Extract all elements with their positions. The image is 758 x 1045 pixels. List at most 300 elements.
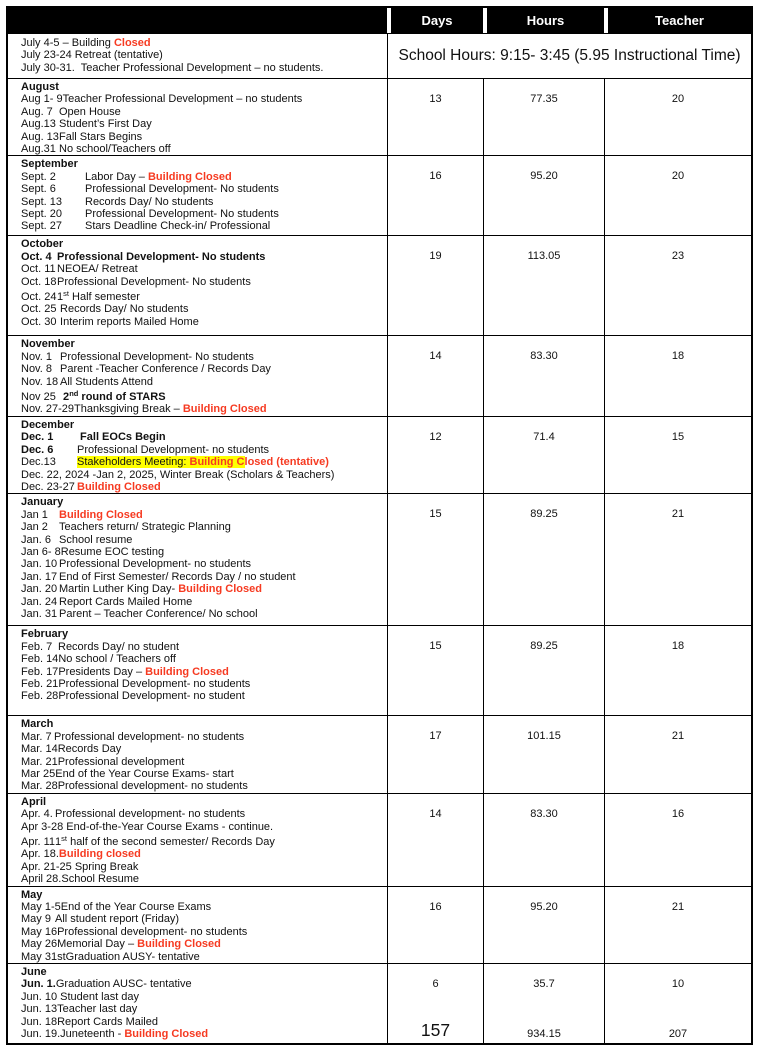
teacher-cell [604, 156, 751, 235]
teacher-value: 18 [671, 640, 685, 653]
date-label: Feb. 28 [21, 690, 59, 703]
calendar-line [21, 571, 385, 583]
days-value: 17 [429, 730, 442, 743]
calendar-line [21, 481, 385, 493]
calendar-line [21, 780, 385, 792]
calendar-line [21, 848, 385, 860]
events-cell [8, 156, 387, 235]
calendar-line [21, 316, 385, 328]
events-cell [8, 716, 387, 792]
events-cell [8, 794, 387, 886]
calendar-line [21, 263, 385, 275]
date-label: Jan. 31 [21, 607, 58, 620]
line-segment: nd [69, 389, 79, 399]
line-segment: Open House [59, 105, 121, 118]
date-label: Sept. 2 [21, 170, 56, 183]
line-segment: Teachers return/ Strategic Planning [59, 521, 231, 534]
calendar-line [21, 743, 385, 755]
calendar-line [21, 833, 385, 848]
date-label: Nov 25 [21, 391, 56, 404]
date-label: Oct. 4 [21, 250, 52, 263]
calendar-line [21, 926, 385, 938]
teacher-cell [604, 236, 751, 335]
calendar-line [21, 118, 385, 130]
events-cell [8, 626, 387, 715]
line-segment: Professional Development- no students [58, 677, 251, 690]
days-value: 14 [429, 350, 442, 363]
line-segment: Parent -Teacher Conference / Records Day [60, 363, 271, 376]
hours-value: 89.25 [530, 508, 558, 521]
month-name: September [21, 158, 78, 171]
date-label: Sept. 20 [21, 208, 62, 221]
date-label: Jan. 24 [21, 595, 58, 608]
month-rows [8, 78, 751, 1043]
calendar-line [21, 690, 385, 702]
date-label: Oct. 25 [21, 303, 57, 316]
date-label: Mar. 14 [21, 743, 58, 756]
days-value: 12 [429, 430, 442, 443]
date-label: Aug. 7 [21, 105, 53, 118]
line-segment: Martin Luther King Day- [59, 583, 179, 596]
date-label: Jan. 17 [21, 570, 58, 583]
calendar-line [21, 276, 385, 288]
calendar-line [21, 106, 385, 118]
closure-text: Building Closed [147, 170, 232, 183]
date-label: Mar 25 [21, 767, 56, 780]
calendar-line [21, 171, 385, 183]
table-header-row [8, 8, 751, 33]
line-segment: Records Day/ No students [57, 303, 189, 316]
calendar-line [21, 808, 385, 820]
date-label: May 1-5 [21, 901, 61, 913]
line-segment: Apr 3-28 End-of-the-Year Course Exams - continue. [21, 820, 274, 833]
month-name: January [21, 496, 64, 509]
hours-value: 83.30 [530, 350, 558, 363]
line-segment: Interim reports Mailed Home [57, 315, 199, 328]
line-segment: Report Cards Mailed Home [59, 595, 193, 608]
line-segment: Professional Development- no student [58, 690, 245, 703]
month-name: February [21, 628, 69, 641]
date-label: Mar. 7 [21, 730, 52, 743]
line-segment: Teacher last day [57, 1003, 138, 1016]
line-segment: 1 [55, 835, 62, 848]
month-name: June [21, 966, 47, 979]
line-segment: Professional Development- No students [57, 275, 251, 288]
date-label: Jan 6- 8 [21, 545, 61, 558]
line-segment: Professional Development- No students [57, 250, 266, 263]
line-segment: Dec. 22, 2024 -Jan 2, 2025, Winter Break (Scholars & Teachers) [21, 468, 335, 481]
calendar-line [21, 143, 385, 155]
teacher-cell [604, 336, 751, 415]
days-value: 13 [429, 93, 442, 105]
calendar-line [21, 901, 385, 913]
calendar-line [21, 546, 385, 558]
calendar-line [21, 1003, 385, 1015]
month-name: April [21, 795, 47, 808]
calendar-line [21, 303, 385, 315]
date-label: Jan 1 [21, 508, 48, 521]
teacher-cell [604, 417, 751, 493]
date-label: Jan. 6 [21, 533, 51, 546]
date-label: Jun. 10 [21, 990, 58, 1003]
line-segment: Professional development- no students [57, 780, 248, 793]
month-name: March [21, 718, 54, 731]
events-cell [8, 887, 387, 963]
month-row-january [8, 493, 751, 625]
teacher-cell [604, 79, 751, 155]
hours-cell [483, 964, 604, 1043]
date-label: Jun. 19. [21, 1028, 61, 1041]
line-segment: Memorial Day – [57, 938, 138, 951]
teacher-value: 18 [671, 350, 685, 363]
date-label: Oct. 30 [21, 315, 57, 328]
closure-text: Building Closed [178, 583, 262, 596]
calendar-line [21, 509, 385, 521]
line-segment: Professional Development- no students [59, 558, 251, 571]
date-label: Oct. 11 [21, 263, 56, 276]
line-segment: Teacher Professional Development – no students [62, 93, 303, 106]
line-segment: Student last day [57, 990, 140, 1003]
days-value: 15 [429, 640, 442, 653]
line-segment: Professional development- no students [54, 730, 245, 743]
closure-text: Building closed [58, 848, 141, 861]
calendar-line [21, 363, 385, 375]
days-value: 16 [429, 170, 442, 183]
line-segment: Stars Deadline Check-in/ Professional [85, 220, 271, 233]
line-segment: Professional Development- no students [77, 443, 269, 456]
teacher-value: 10 [671, 978, 685, 991]
line-segment: Parent – Teacher Conference/ No school [59, 607, 258, 620]
line-segment: No school / Teachers off [58, 653, 176, 666]
hours-value: 89.25 [530, 640, 558, 653]
date-label: Feb. 14 [21, 653, 59, 666]
teacher-value: 21 [671, 730, 685, 743]
calendar-line [21, 388, 385, 403]
hours-cell [483, 417, 604, 493]
month-name: October [21, 238, 64, 251]
date-label: Nov. 18 [21, 375, 59, 388]
calendar-line [21, 596, 385, 608]
date-label: Oct. 18 [21, 275, 57, 288]
calendar-line [21, 821, 385, 833]
hours-cell [483, 794, 604, 886]
line-segment: Apr. 21-25 Spring Break [21, 860, 139, 873]
date-label: May 31st [21, 950, 66, 963]
date-label: Aug.31 [21, 143, 56, 156]
line-segment: End of First Semester/ Records Day / no student [59, 570, 296, 583]
line-segment: round of STARS [78, 391, 166, 404]
hours-value: 95.20 [530, 900, 558, 913]
calendar-line [21, 583, 385, 595]
calendar-line [21, 558, 385, 570]
line-segment: Graduation AUSC- tentative [55, 978, 192, 991]
teacher-value: 20 [671, 170, 685, 183]
hours-cell [483, 494, 604, 625]
closure-text: Building C [189, 456, 245, 469]
date-label: Jan. 10 [21, 558, 58, 571]
date-label: Nov. 1 [21, 350, 52, 363]
header-days: Days [387, 8, 483, 33]
month-name: December [21, 418, 75, 431]
total-teacher-value: 207 [668, 1028, 688, 1041]
month-name: May [21, 888, 43, 901]
closure-text: Building Closed [145, 665, 229, 678]
date-label: May 9 [21, 913, 51, 926]
days-cell [387, 336, 483, 415]
date-label: Mar. 28 [21, 780, 58, 793]
calendar-line [21, 978, 385, 990]
hours-cell [483, 79, 604, 155]
calendar-line [21, 1028, 385, 1040]
line-segment: st [61, 833, 68, 843]
days-value: 15 [429, 508, 442, 521]
date-label: Apr. 11 [21, 835, 56, 848]
calendar-line [21, 220, 385, 232]
teacher-value: 23 [671, 250, 685, 263]
date-label: Sept. 6 [21, 183, 56, 196]
line-segment: July 30-31. Teacher Professional Development – no students. [21, 61, 324, 74]
month-row-may [8, 886, 751, 963]
closure-text: Building Closed [137, 938, 221, 951]
month-row-march [8, 715, 751, 792]
calendar-line [21, 376, 385, 388]
closure-text: Building Closed [77, 480, 161, 493]
calendar-line [21, 641, 385, 653]
days-cell [387, 964, 483, 1043]
calendar-line [21, 678, 385, 690]
calendar-line [21, 131, 385, 143]
line-segment: School Resume [61, 873, 140, 886]
calendar-line [21, 666, 385, 678]
days-cell [387, 417, 483, 493]
date-label: Jun. 1. [21, 978, 56, 991]
calendar-line [21, 951, 385, 963]
line-segment: All Students Attend [60, 375, 153, 388]
line-segment: Labor Day – [85, 170, 148, 183]
calendar-line [21, 444, 385, 456]
calendar-line [21, 456, 385, 468]
calendar-line [21, 351, 385, 363]
events-cell [8, 494, 387, 625]
closure-text: Closed [113, 37, 151, 49]
date-label: Dec.13 [21, 456, 56, 469]
date-label: Dec. 23-27 [21, 480, 75, 493]
line-segment: 2 [60, 391, 70, 404]
line-segment: Juneteenth - [60, 1028, 125, 1041]
days-value: 19 [429, 250, 442, 263]
line-segment: Report Cards Mailed [57, 1015, 158, 1028]
line-segment: Graduation AUSY- tentative [65, 950, 200, 963]
hours-value: 71.4 [533, 430, 555, 443]
date-label: Dec. 1 [21, 431, 54, 444]
total-days-value: 157 [420, 1020, 451, 1041]
calendar-line [21, 731, 385, 743]
days-cell [387, 79, 483, 155]
calendar-line [21, 288, 385, 303]
line-segment: July 23-24 Retreat (tentative) [21, 49, 163, 62]
line-segment: Professional development- no students [55, 808, 246, 821]
calendar-line [21, 403, 385, 415]
teacher-cell [604, 964, 751, 1043]
line-segment: All student report (Friday) [55, 913, 180, 926]
hours-cell [483, 626, 604, 715]
teacher-value: 15 [671, 430, 685, 443]
line-segment: Professional development [57, 755, 185, 768]
header-hours: Hours [483, 8, 604, 33]
month-row-september [8, 155, 751, 235]
hours-value: 113.05 [527, 250, 561, 263]
calendar-line [21, 756, 385, 768]
calendar-line [21, 251, 385, 263]
date-label: Nov. 8 [21, 363, 52, 376]
days-cell [387, 887, 483, 963]
line-segment: st [63, 289, 69, 299]
hours-value: 95.20 [530, 170, 558, 183]
date-label: Sept. 27 [21, 220, 62, 233]
calendar-line [21, 37, 385, 49]
date-label: Aug 1- 9 [21, 93, 63, 106]
month-row-december [8, 416, 751, 493]
hours-cell [483, 236, 604, 335]
teacher-value: 20 [671, 93, 685, 105]
date-label: Apr. 4. [21, 808, 53, 821]
calendar-line [21, 534, 385, 546]
line-segment: Stakeholders Meeting: [77, 456, 190, 469]
line-segment: No school/Teachers off [59, 143, 171, 156]
line-segment: NEOEA/ Retreat [57, 263, 138, 276]
calendar-line [21, 913, 385, 925]
month-row-february [8, 625, 751, 715]
date-label: Sept. 13 [21, 195, 62, 208]
line-segment: Student’s First Day [59, 118, 152, 131]
line-segment: Resume EOC testing [60, 545, 165, 558]
header-teacher: Teacher [604, 8, 751, 33]
events-cell [8, 79, 387, 155]
date-label: Jun. 13 [21, 1003, 58, 1016]
line-segment: Fall EOCs Begin [77, 431, 166, 444]
days-cell [387, 494, 483, 625]
line-segment: Records Day/ no student [58, 640, 180, 653]
date-label: May 16 [21, 925, 58, 938]
teacher-value: 16 [671, 807, 685, 820]
date-label: Feb. 21 [21, 677, 59, 690]
teacher-cell [604, 494, 751, 625]
days-cell [387, 236, 483, 335]
month-name: November [21, 338, 75, 351]
line-segment: Professional Development- No students [85, 183, 279, 196]
date-label: Mar. 21 [21, 755, 58, 768]
month-row-november [8, 335, 751, 415]
hours-value: 35.7 [533, 978, 555, 991]
days-value: 14 [429, 807, 442, 820]
calendar-line [21, 873, 385, 885]
line-segment: Thanksgiving Break – [74, 403, 183, 416]
month-row-june [8, 963, 751, 1043]
month-row-april [8, 793, 751, 886]
days-cell [387, 626, 483, 715]
july-row [8, 33, 751, 78]
month-row-october [8, 235, 751, 335]
month-name: August [21, 81, 59, 93]
closure-text: Building Closed [124, 1028, 209, 1041]
events-cell [8, 336, 387, 415]
teacher-cell [604, 626, 751, 715]
date-label: Oct. 24 [21, 291, 57, 304]
date-label: Aug. 13 [21, 130, 59, 143]
line-segment: Half semester [68, 291, 140, 304]
teacher-value: 21 [671, 508, 685, 521]
calendar-line [21, 653, 385, 665]
total-hours-value: 934.15 [527, 1028, 561, 1041]
line-segment: Professional Development- No students [60, 350, 254, 363]
hours-value: 77.35 [530, 93, 558, 105]
line-segment: half of the second semester/ Records Day [67, 835, 275, 848]
calendar-line [21, 768, 385, 780]
hours-value: 101.15 [527, 730, 561, 743]
line-segment: End of the Year Course Exams- start [55, 767, 234, 780]
days-cell [387, 716, 483, 792]
date-label: Feb. 7 [21, 640, 53, 653]
teacher-value: 21 [671, 900, 685, 913]
line-segment: July 4-5 – Building [21, 37, 114, 49]
closure-text: Building Closed [182, 403, 267, 416]
calendar-line [21, 469, 385, 481]
line-segment: Fall Stars Begins [59, 130, 143, 143]
closure-text: Building Closed [59, 508, 143, 521]
days-value: 16 [429, 900, 442, 913]
hours-cell [483, 887, 604, 963]
date-label: Aug.13 [21, 118, 56, 131]
teacher-cell [604, 716, 751, 792]
date-label: April 28. [21, 873, 62, 886]
hours-cell [483, 716, 604, 792]
calendar-line [21, 608, 385, 620]
calendar-line [21, 861, 385, 873]
days-cell [387, 794, 483, 886]
calendar-line [21, 93, 385, 105]
date-label: Jun. 18 [21, 1015, 58, 1028]
calendar-line [21, 1016, 385, 1028]
calendar-table [6, 6, 753, 1045]
calendar-line [21, 62, 385, 74]
date-label: Apr. 18. [21, 848, 59, 861]
line-segment: Professional Development- No students [85, 208, 279, 221]
calendar-line [21, 196, 385, 208]
events-cell [8, 236, 387, 335]
july-events-cell [8, 34, 387, 78]
date-label: Jan 2 [21, 521, 48, 534]
date-label: Feb. 17 [21, 665, 59, 678]
date-label: May 26 [21, 938, 58, 951]
line-segment: Records Day [57, 743, 122, 756]
month-row-august [8, 78, 751, 155]
teacher-cell [604, 794, 751, 886]
line-segment: Professional development- no students [57, 925, 248, 938]
date-label: Dec. 6 [21, 443, 54, 456]
calendar-line [21, 521, 385, 533]
hours-cell [483, 156, 604, 235]
line-segment: 1 [57, 291, 64, 304]
days-cell [387, 156, 483, 235]
teacher-cell [604, 887, 751, 963]
days-value: 6 [432, 978, 439, 991]
line-segment: School resume [59, 533, 133, 546]
hours-value: 83.30 [530, 807, 558, 820]
line-segment: Presidents Day – [58, 665, 146, 678]
events-cell [8, 417, 387, 493]
hours-cell [483, 336, 604, 415]
calendar-line [21, 49, 385, 61]
